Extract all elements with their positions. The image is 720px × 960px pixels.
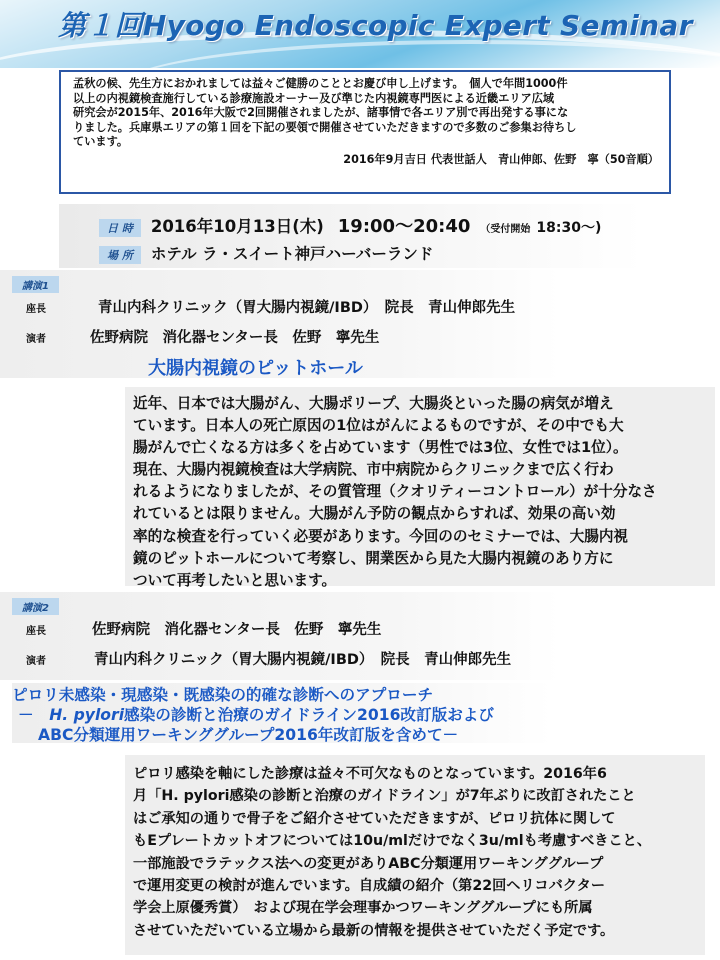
abstract-line: 月「H. pylori感染の診断と治療のガイドライン」が7年ぶりに改訂されたこと <box>133 788 636 805</box>
chair-label: 座長 <box>26 626 46 637</box>
greeting-line: ています。 <box>73 135 129 149</box>
lecture2-chair-row <box>12 618 381 639</box>
event-info <box>59 204 643 268</box>
lecture1-chair-row <box>12 296 515 317</box>
abstract-line: ピロリ感染を軸にした診療は益々不可欠なものとなっています。2016年6 <box>133 766 607 782</box>
abstract-line: 近年、日本では大腸がん、大腸ポリープ、大腸炎といった腸の病気が増え <box>133 395 614 412</box>
abstract-line: 率的な検査を行っていく必要があります。今回ののセミナーでは、大腸内視 <box>133 527 629 545</box>
abstract-line: ついて再考したいと思います。 <box>133 571 337 589</box>
greeting-box <box>59 70 671 194</box>
event-time: 19:00～20:40 <box>337 216 471 237</box>
abstract-line: はご承知の通りで骨子をご紹介させていただきますが、ピロリ抗体に関して <box>133 810 616 827</box>
abstract-line: で運用変更の検討が進んでいます。自成績の紹介（第22回ヘリコバクター <box>133 878 606 895</box>
abstract-line: 学会上原優秀賞） および現在学会理事かつワーキンググループにも所属 <box>133 900 593 917</box>
greeting-signature: 2016年9月吉日 代表世話人 青山伸郎、佐野 寧（50音順） <box>343 152 659 166</box>
greeting-line: 研究会が2015年、2016年大阪で2回開催されましたが、諸事情で各エリア別で再出発する事にな <box>73 106 569 120</box>
lecture2-header <box>0 592 560 680</box>
greeting-line: 以上の内視鏡検査施行している診療施設オーナー及び準じた内視鏡専門医による近畿エリア広域 <box>73 91 555 105</box>
event-venue: ホテル ラ・スイート神戸ハーバーランド <box>150 245 434 263</box>
greeting-line: りました。兵庫県エリアの第１回を下記の要領で開催させていただきますので多数のご参集お待ちし <box>73 120 577 134</box>
title-dash: － <box>18 706 34 724</box>
lecture2-title-line1: ピロリ未感染・現感染・既感染の的確な診断へのアプローチ <box>12 686 434 704</box>
event-datetime-row <box>99 212 601 238</box>
abstract-line: 現在、大腸内視鏡検査は大学病院、市中病院からクリニックまで広く行わ <box>133 461 614 479</box>
speaker-label: 演者 <box>26 656 46 667</box>
event-date: 2016年10月13日(木) <box>150 217 324 236</box>
greeting-line: 孟秋の候、先生方におかれましては益々ご健勝のこととお慶び申し上げます。 個人で年間1000件 <box>73 77 568 90</box>
lecture2-speaker-row <box>12 648 511 669</box>
lecture1-chair: 青山内科クリニック（胃大腸内視鏡/IBD） 院長 青山伸郎先生 <box>98 300 516 316</box>
chair-label: 座長 <box>26 304 46 315</box>
seminar-title: 第１回Hyogo Endoscopic Expert Seminar <box>58 9 693 42</box>
when-label: 日 時 <box>99 219 141 237</box>
lecture1-abstract <box>125 387 715 589</box>
lecture2-tag: 講演2 <box>12 598 59 615</box>
abstract-line: 腸がんで亡くなる方は多くを占めています（男性では3位、女性では1位）。 <box>133 439 628 457</box>
lecture2-chair: 佐野病院 消化器センター長 佐野 寧先生 <box>92 622 382 638</box>
abstract-line: 鏡のピットホールについて考察し、開業医から見た大腸内視鏡のあり方に <box>133 549 614 567</box>
reception-time: 18:30～) <box>536 220 602 236</box>
reception-label: （受付開始 <box>480 224 531 235</box>
lecture2-title <box>12 683 552 743</box>
lecture2-title-line3: ABC分類運用ワーキンググループ2016年改訂版を含めて－ <box>38 726 459 744</box>
lecture1-speaker: 佐野病院 消化器センター長 佐野 寧先生 <box>90 330 380 346</box>
abstract-line: れるようになりましたが、その質管理（クオリティーコントロール）が十分なさ <box>133 483 657 501</box>
lecture1-tag: 講演1 <box>12 276 59 293</box>
lecture2-abstract <box>125 755 705 955</box>
lecture1-title: 大腸内視鏡のピットホール <box>148 358 363 379</box>
abstract-line: れているとは限りません。大腸がん予防の観点からすれば、効果の高い効 <box>133 505 616 523</box>
hpylori-italic: H. pylori <box>49 706 125 724</box>
abstract-line: させていただいている立場から最新の情報を提供させていただく予定です。 <box>133 922 615 939</box>
lecture1-speaker-row <box>12 326 379 347</box>
abstract-line: 一部施設でラテックス法への変更がありABC分類運用ワーキンググループ <box>133 855 604 872</box>
abstract-line: ています。日本人の死亡原因の1位はがんによるものですが、その中でも大 <box>133 417 624 435</box>
abstract-line: もEプレートカットオフについては10u/mlだけでなく3u/mlも考慮すべきこと、 <box>133 833 652 850</box>
where-label: 場 所 <box>99 246 141 264</box>
title-line2-rest: 感染の診断と治療のガイドライン2016改訂版および <box>124 706 494 724</box>
lecture2-speaker: 青山内科クリニック（胃大腸内視鏡/IBD） 院長 青山伸郎先生 <box>94 652 512 668</box>
lecture2-title-line2 <box>18 703 494 725</box>
seminar-banner <box>0 0 720 68</box>
event-venue-row <box>99 242 433 264</box>
speaker-label: 演者 <box>26 334 46 345</box>
